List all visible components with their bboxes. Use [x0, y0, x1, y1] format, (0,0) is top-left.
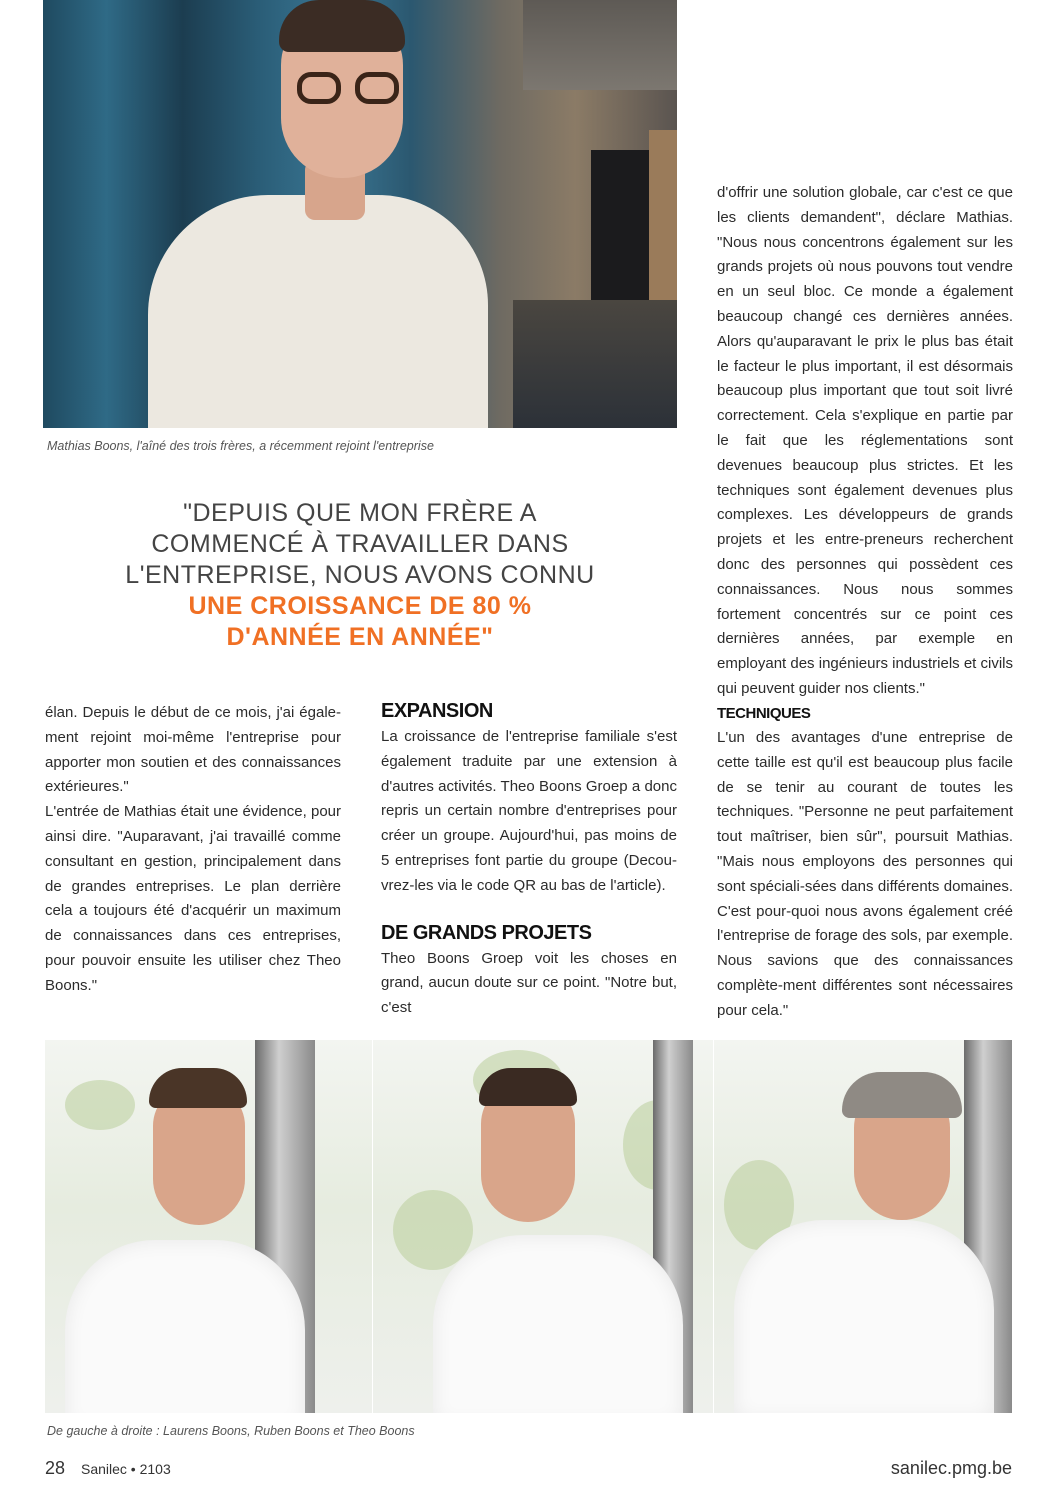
quote-line: L'ENTREPRISE, NOUS AVONS CONNU: [125, 561, 595, 589]
portrait-photo-theo: [714, 1040, 1012, 1413]
section-heading-projets: DE GRANDS PROJETS: [381, 921, 592, 944]
glasses: [293, 72, 405, 106]
quote-line: COMMENCÉ À TRAVAILLER DANS: [151, 530, 569, 558]
portrait-photo-laurens: [45, 1040, 372, 1413]
bottom-photo-caption: De gauche à droite : Laurens Boons, Ruben Boons et Theo Boons: [47, 1424, 415, 1438]
paragraph: La croissance de l'entreprise familiale s'est également traduite par une extension à d'autres activités. Theo Boons Groep a donc repris un certain nombre d'entreprises pour créer un groupe. Aujourd'hui, pas moins de 5 entreprises font partie du groupe (Decou-vrez-les via le code QR au bas de l'article).: [381, 728, 677, 894]
hair: [149, 1068, 247, 1108]
shirt: [433, 1235, 683, 1413]
group-photo-strip: [45, 1040, 1012, 1413]
pull-quote: [120, 498, 600, 653]
paragraph: élan. Depuis le début de ce mois, j'ai égale-ment rejoint moi-même l'entreprise pour apporter mon soutien et des connaissances extérieures.": [45, 704, 341, 796]
article-column-right-top: [717, 181, 1013, 702]
page-number: 28: [45, 1458, 66, 1478]
hair: [842, 1072, 962, 1118]
top-photo-caption: Mathias Boons, l'aîné des trois frères, a récemment rejoint l'entreprise: [47, 439, 434, 453]
section-heading-expansion: EXPANSION: [381, 700, 493, 722]
hair: [279, 0, 405, 52]
quote-line: "DEPUIS QUE MON FRÈRE A: [183, 499, 537, 527]
corridor-ceiling: [523, 0, 677, 90]
magazine-issue: Sanilec • 2103: [81, 1461, 171, 1477]
shirt: [65, 1240, 305, 1413]
article-column-2: [381, 697, 677, 1021]
shirt: [734, 1220, 994, 1413]
quote-highlight-line: D'ANNÉE EN ANNÉE": [226, 623, 494, 651]
wood-panel: [649, 130, 677, 300]
article-column-1: [45, 701, 341, 999]
portrait-photo-ruben: [373, 1040, 713, 1413]
website-link[interactable]: sanilec.pmg.be: [890, 1458, 1012, 1478]
portrait-photo-mathias: [43, 0, 677, 428]
sweater: [148, 195, 488, 428]
quote-highlight-line: UNE CROISSANCE DE 80 %: [188, 592, 532, 620]
section-heading-techniques: TECHNIQUES: [717, 705, 811, 722]
paragraph: L'un des avantages d'une entreprise de cette taille est qu'il est beaucoup plus facile de se tenir au courant de toutes les techniques. "Personne ne peut parfaitement tout maîtriser, bien sûr", poursuit Mathias. "Mais nous employons des personnes qui sont spéciali-sées dans différents domaines. C'est pour-quoi nous avons également créé l'entreprise de forage des sols, par exemple. Nous savions que des connaissances complète-ment différentes sont nécessaires pour cela.": [717, 729, 1013, 1019]
corridor-doorway: [591, 150, 649, 300]
paragraph: L'entrée de Mathias était une évidence, pour ainsi dire. "Auparavant, j'ai travaillé comme consultant en gestion, principalement dans de grandes entreprises. Le plan derrière cela a toujours été d'acquérir un maximum de connaissances dans ces entreprises, pour pouvoir ensuite les utiliser chez Theo Boons.": [45, 803, 341, 994]
article-column-3: [717, 701, 1013, 1024]
corridor-floor: [513, 300, 677, 428]
hair: [479, 1068, 577, 1106]
paragraph: Theo Boons Groep voit les choses en grand, aucun doute sur ce point. "Notre but, c'est: [381, 949, 677, 1017]
paragraph: d'offrir une solution globale, car c'est ce que les clients demandent", déclare Mathias. "Nous nous concentrons également sur les grands projets où nous pouvons tout vendre en un seul bloc. Ce monde a également beaucoup changé ces dernières années. Alors qu'auparavant le prix le plus bas était le facteur le plus important, il est désormais beaucoup plus important que tout soit livré correctement. Cela s'explique en partie par le fait que les réglementations sont devenues beaucoup plus strictes. Et les techniques sont également devenues plus complexes. Les développeurs de grands projets et les entre-preneurs recherchent donc des personnes qui possèdent ces connaissances. Nous nous sommes fortement concentrés sur ce point ces dernières années, par exemple en employant des ingénieurs industriels et civils qui peuvent guider nos clients.": [717, 184, 1013, 697]
